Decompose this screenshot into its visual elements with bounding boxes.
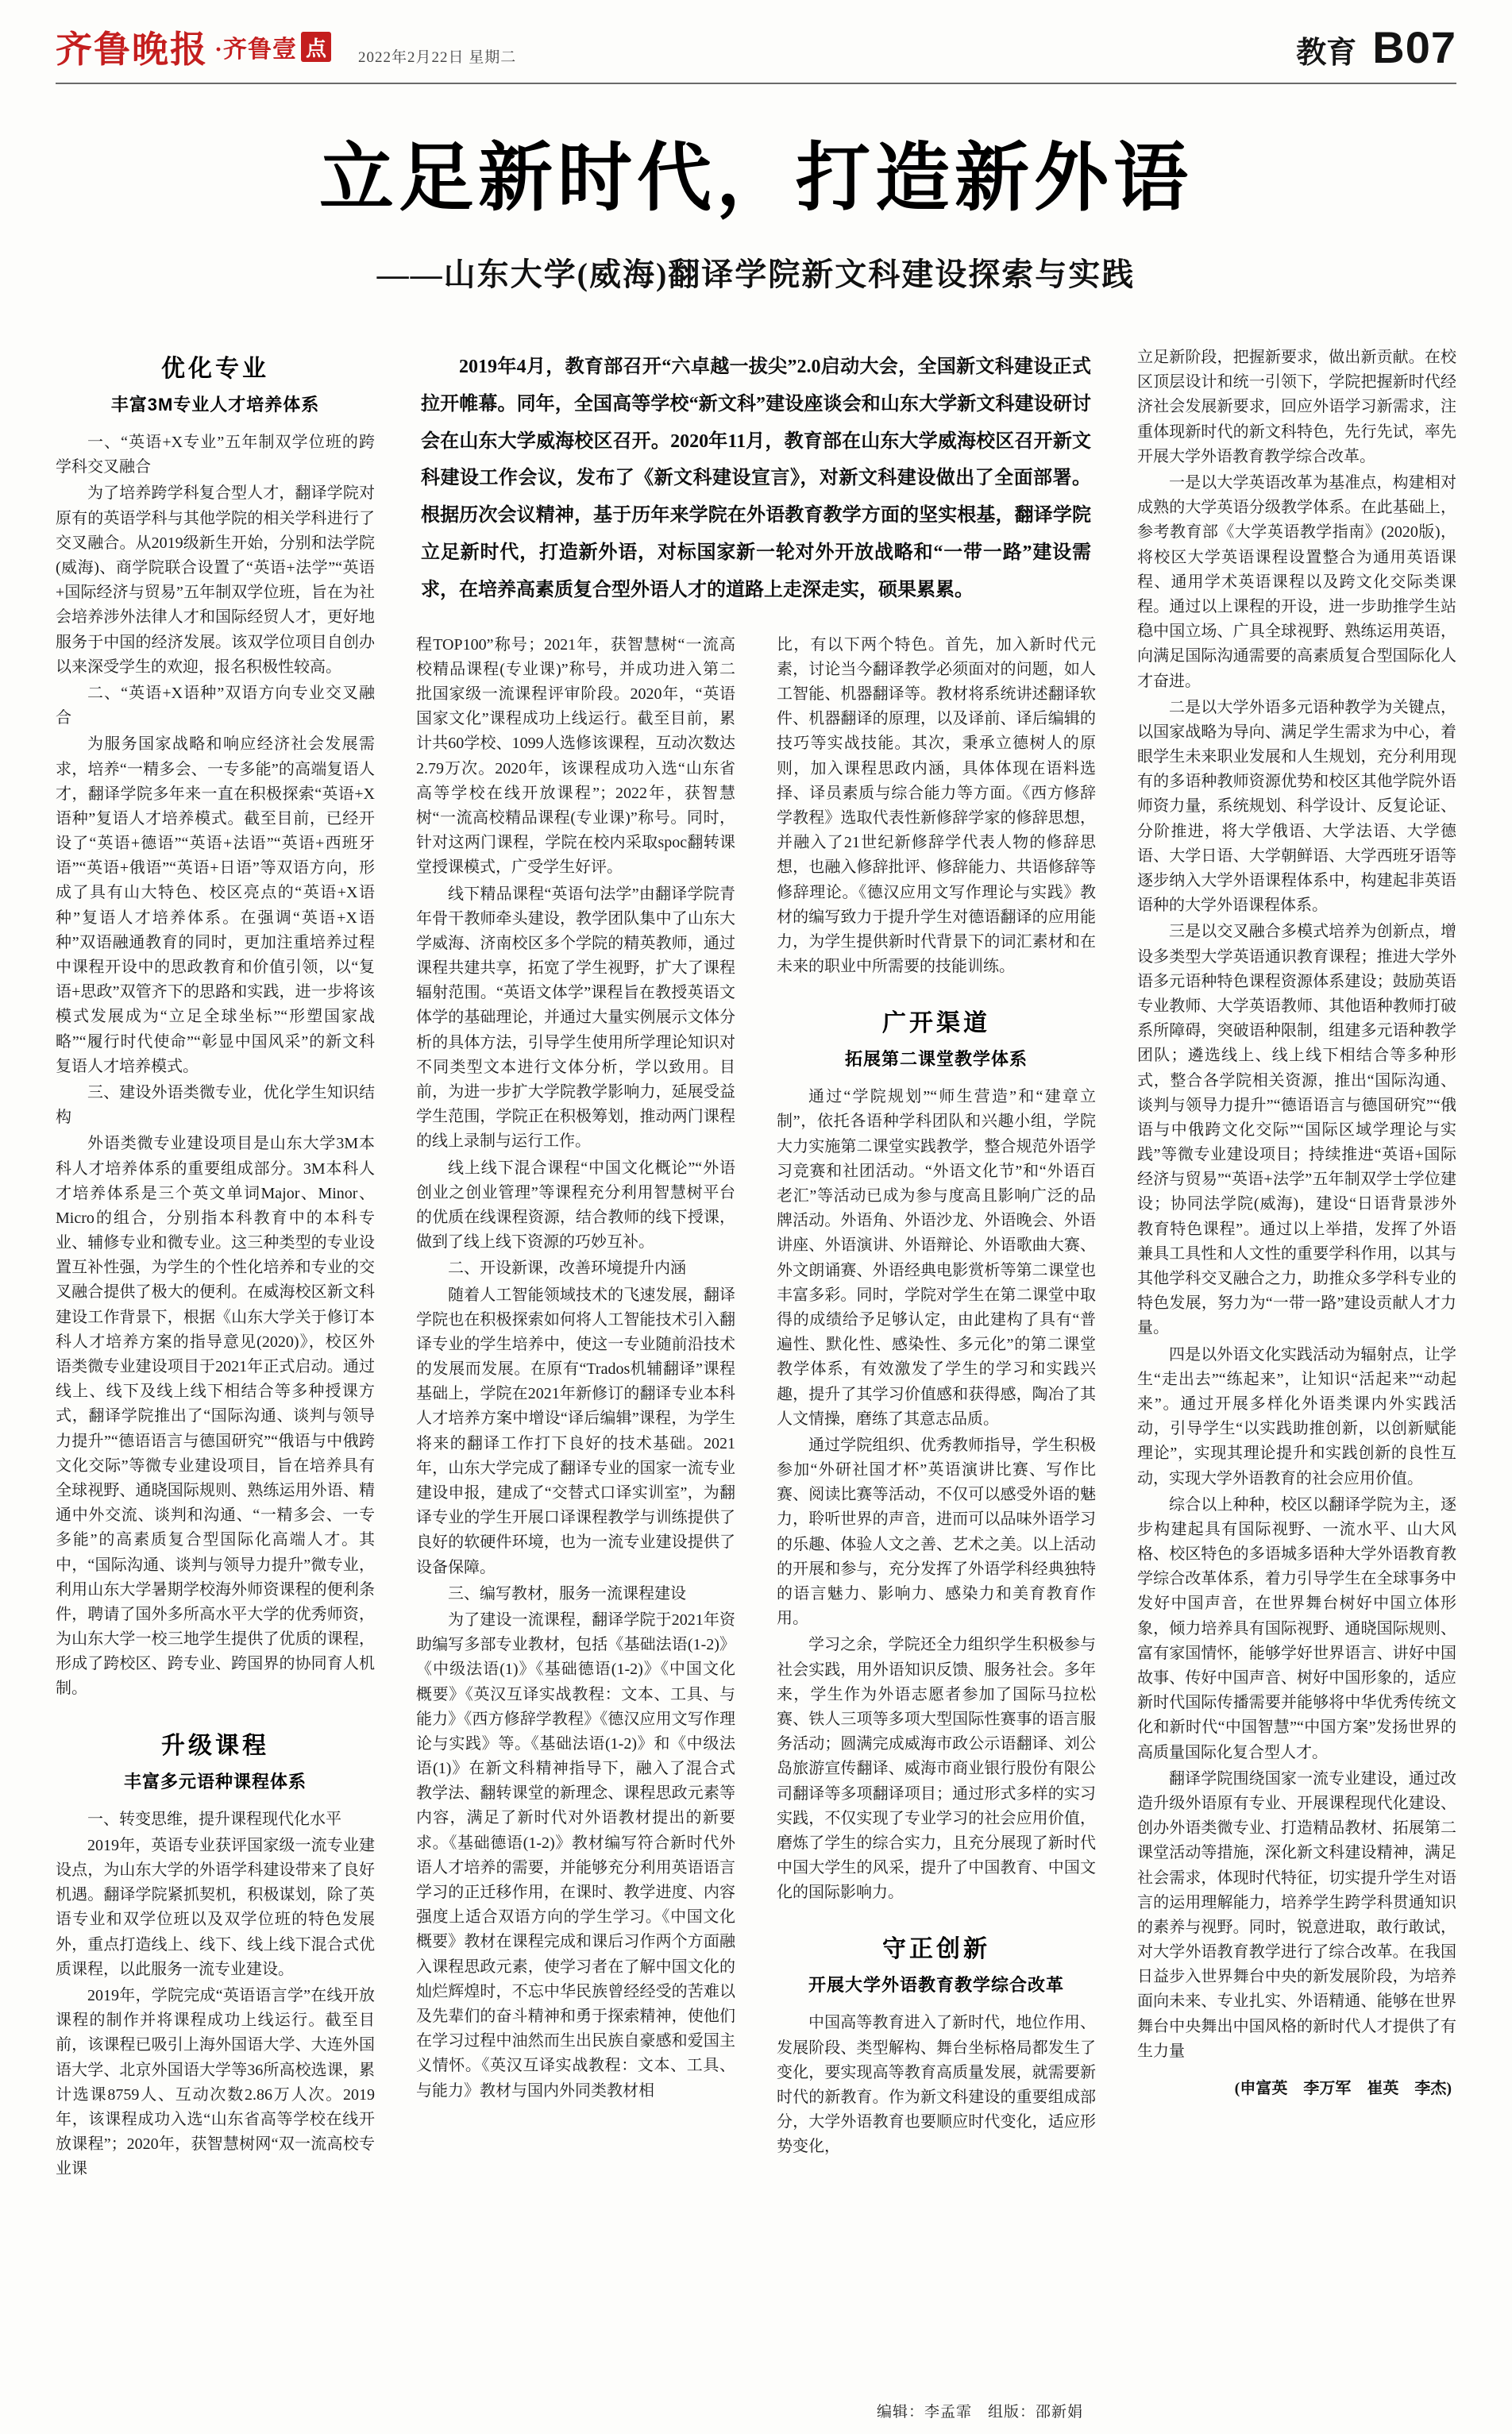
paragraph: 2019年，学院完成“英语语言学”在线开放课程的制作并将课程成功上线运行。截至目前，该课程已吸引上海外国语大学、大连外国语大学、北京外国语大学等36所高校选课，累计选课8759人、互动次数2.86万人次。2019年，该课程成功入选“山东省高等学校在线开放课程”；2020年，获智慧树网“双一流高校专业课 <box>56 1986 375 2178</box>
body-column-1 <box>56 345 375 2378</box>
publication-date: 2022年2月22日 星期二 <box>358 49 517 66</box>
body-column-2 <box>416 633 735 2378</box>
paragraph: 随着人工智能领域技术的飞速发展，翻译学院也在积极探索如何将人工智能技术引入翻译专业的学生培养中，使这一专业随前沿技术的发展而发展。在原有“Trados机辅翻译”课程基础上，学院在2021年新修订的翻译专业本科人才培养方案中增设“译后编辑”课程，为学生将来的翻译工作打下良好的技术基础。2021年，山东大学完成了翻译专业的国家一流专业建设申报，建成了“交替式口译实训室”，为翻译专业的学生开展口译课程教学与训练提供了良好的软硬件环境，也为一流专业建设提供了设备保障。 <box>416 1286 735 1576</box>
paragraph: 线上线下混合课程“中国文化概论”“外语创业之创业管理”等课程充分利用智慧树平台的优质在线课程资源，结合教师的线下授课，做到了线上线下资源的巧妙互补。 <box>416 1159 735 1252</box>
paragraph: 为了培养跨学科复合型人才，翻译学院对原有的英语学科与其他学院的相关学科进行了交叉融合。从2019级新生开始，分别和法学院(威海)、商学院联合设置了“英语+法学”“英语+国际经济与贸易”五年制双学位班，旨在为社会培养涉外法律人才和国际经贸人才，更好地服务于中国的经济发展。该双学位项目自创办以来深受学生的欢迎，报名积极性较高。 <box>56 484 375 676</box>
section-group <box>1296 21 1456 73</box>
paragraph: 综合以上种种，校区以翻译学院为主，逐步构建起具有国际视野、一流水平、山大风格、校区特色的多语城多语种大学外语教育教学综合改革体系，着力引导学生在全球事务中发好中国声音，在世界舞台树好中国立体形象，倾力培养具有国际视野、通晓国际规则、富有家国情怀，能够学好世界语言、讲好中国故事、传好中国声音、树好中国形象的，适应新时代国际传播需要并能够将中华优秀传统文化和新时代“中国智慧”“中国方案”发扬世界的高质量国际化复合型人才。 <box>1137 1495 1456 1761</box>
continued-paragraph: 程TOP100”称号；2021年，获智慧树“一流高校精品课程(专业课)”称号，并成功进入第二批国家级一流课程评审阶段。2020年，“英语国家文化”课程成功上线运行。截至目前，累计共60学校、1099人选修该课程，互动次数达2.79万次。2020年，该课程成功入选“山东省高等学校在线开放课程”；2022年，获智慧树“一流高校精品课程(专业课)”称号。同时，针对这两门课程，学院在校内采取spoc翻转课堂授课模式，广受学生好评。 <box>416 635 735 877</box>
section-subheading: 开展大学外语教育教学综合改革 <box>808 1975 1064 1996</box>
masthead-logo <box>56 21 331 73</box>
paragraph: 学习之余，学院还全力组织学生积极参与社会实践，用外语知识反馈、服务社会。多年来，学生作为外语志愿者参加了国际马拉松赛、铁人三项等多项大型国际性赛事的语言服务活动；圆满完成威海市政公示语翻译、刘公岛旅游宣传翻译、威海市商业银行股份有限公司翻译等多项翻译项目；通过形式多样的实习实践，不仅实现了专业学习的社会应用价值，磨炼了学生的综合实力，且充分展现了新时代中国大学生的风采，提升了中国教育、中国文化的国际影响力。 <box>777 1636 1096 1902</box>
paragraph: 二是以大学外语多元语种教学为关键点，以国家战略为导向、满足学生需求为中心，着眼学生未来职业发展和人生规划，充分利用现有的多语种教师资源优势和校区其他学院外语师资力量，系统规划、科学设计、反复论证、分阶推进，将大学俄语、大学法语、大学德语、大学日语、大学朝鲜语、大学西班牙语等逐步纳入大学外语课程体系中，构建起非英语语种的大学外语课程体系。 <box>1137 698 1456 915</box>
section-label: 教育 <box>1296 37 1357 70</box>
masthead-sub-title: ·齐鲁壹 <box>214 37 298 63</box>
paragraph: 中国高等教育进入了新时代，地位作用、发展阶段、类型解构、舞台坐标格局都发生了变化，要实现高等教育高质量发展，就需要新时代的新教育。作为新文科建设的重要组成部分，大学外语教育也要顺应时代变化，适应形势变化， <box>777 2014 1096 2156</box>
paragraph: 通过学院组织、优秀教师指导，学生积极参加“外研社国才杯”英语演讲比赛、写作比赛、阅读比赛等活动，不仅可以感受外语的魅力，聆听世界的声音，进而可以品味外语学习的乐趣、体验人文之善、艺术之美。以上活动的开展和参与，充分发挥了外语学科经典独特的语言魅力、影响力、感染力和美育教育作用。 <box>777 1436 1096 1628</box>
paragraph: 2019年，英语专业获评国家级一流专业建设点，为山东大学的外语学科建设带来了良好机遇。翻译学院紧抓契机，积极谋划，除了英语专业和双学位班以及双学位班的特色发展外，重点打造线上、线下、线上线下混合式优质课程，以此服务一流专业建设。 <box>56 1836 375 1978</box>
paragraph: 二、开设新课，改善环境提升内涵 <box>448 1259 686 1278</box>
paragraph: 四是以外语文化实践活动为辐射点，让学生“走出去”“练起来”，让知识“活起来”“动起来”。通过开展多样化外语类课内外实践活动，引导学生“以实践助推创新，以创新赋能理论”，实现其理论提升和实践创新的良性互动，实现大学外语教育的社会应用价值。 <box>1137 1345 1456 1487</box>
body-column-4 <box>1137 345 1456 2378</box>
paragraph: 二、“英语+X语种”双语方向专业交叉融合 <box>56 684 375 727</box>
paragraph: 三、建设外语类微专业，优化学生知识结构 <box>56 1083 375 1127</box>
paragraph: 一、转变思维，提升课程现代化水平 <box>87 1810 341 1828</box>
section-heading: 广开渠道 <box>882 1010 990 1037</box>
continued-paragraph: 立足新阶段，把握新要求，做出新贡献。在校区顶层设计和统一引领下，学院把握新时代经济社会发展新要求，回应外语学习新需求，注重体现新时代的新文科特色，先行先试，率先开展大学外语教育教学综合改革。 <box>1137 349 1456 465</box>
paragraph: 为服务国家战略和响应经济社会发展需求，培养“一精多会、一专多能”的高端复语人才，翻译学院多年来一直在积极探索“英语+X语种”复语人才培养模式。截至目前，已经开设了“英语+德语”“英语+法语”“英语+西班牙语”“英语+俄语”“英语+日语”等双语方向，形成了具有山大特色、校区亮点的“英语+X语种”复语人才培养体系。在强调“英语+X语种”双语融通教育的同时，更加注重培养过程中课程开设中的思政教育和价值引领，以“复语+思政”双管齐下的思路和实践，进一步将该模式发展成为“立足全球坐标”“形塑国家战略”“履行时代使命”“彰显中国风采”的新文科复语人才培养模式。 <box>56 735 375 1075</box>
section-heading: 升级课程 <box>161 1732 269 1759</box>
paragraph: 一是以大学英语改革为基准点，构建相对成熟的大学英语分级教学体系。在此基础上，参考教育部《大学英语教学指南》(2020版)，将校区大学英语课程设置整合为通用英语课程、通用学术英语课程以及跨文化交际类课程。通过以上课程的开设，进一步助推学生站稳中国立场、广具全球视野、熟练运用英语，向满足国际沟通需要的高素质复合型国际化人才奋进。 <box>1137 474 1456 690</box>
section-subheading: 丰富3M专业人才培养体系 <box>110 395 320 415</box>
paragraph: 一、“英语+X专业”五年制双学位班的跨学科交叉融合 <box>56 434 375 476</box>
title-block <box>56 84 1456 341</box>
article-title: 立足新时代，打造新外语 <box>318 136 1193 219</box>
continued-paragraph: 比，有以下两个特色。首先，加入新时代元素，讨论当今翻译教学必须面对的问题，如人工智能、机器翻译等。教材将系统讲述翻译软件、机器翻译的原理，以及译前、译后编辑的技巧等实战技能。其次，秉承立德树人的原则，加入课程思政内涵，具体体现在语料选择、译员素质与综合能力等方面。《西方修辞学教程》选取代表性新修辞学家的修辞思想，并融入了21世纪新修辞学代表人物的修辞思想，也融入修辞批评、修辞能力、共语修辞等修辞理论。《德汉应用文写作理论与实践》教材的编写致力于提升学生对德语翻译的应用能力，为学生提供新时代背景下的词汇素材和在未来的职业中所需要的技能训练。 <box>777 635 1096 976</box>
masthead-group <box>56 21 516 73</box>
intro-paragraph: 2019年4月，教育部召开“六卓越一拔尖”2.0启动大会，全国新文科建设正式拉开帷幕。同年，全国高等学校“新文科”建设座谈会和山东大学新文科建设研讨会在山东大学威海校区召开。2020年11月，教育部在山东大学威海校区召开新文科建设工作会议，发布了《新文科建设宣言》，对新文科建设做出了全面部署。根据历次会议精神，基于历年来学院在外语教育教学方面的坚实根基，翻译学院立足新时代，打造新外语，对标国家新一轮对外开放战略和“一带一路”建设需求，在培养高素质复合型外语人才的道路上走深走实，硕果累累。 <box>421 357 1091 600</box>
body-column-3 <box>777 633 1096 2378</box>
section-subheading: 丰富多元语种课程体系 <box>123 1771 307 1792</box>
page-header <box>56 0 1456 83</box>
paragraph: 三、编写教材，服务一流课程建设 <box>448 1584 686 1603</box>
paragraph: 线下精品课程“英语句法学”由翻译学院青年骨干教师牵头建设，教学团队集中了山东大学威海、济南校区多个学院的精英教师，通过课程共建共享，拓宽了学生视野，扩大了课程辐射范围。“英语文体学”课程旨在教授英语文体学的基础理论，并通过大量实例展示文体分析的具体方法，引导学生使用所学理论知识对不同类型文本进行文体分析，学以致用。目前，为进一步扩大学院教学影响力，延展受益学生范围，学院正在积极筹划，推动两门课程的线上录制与运行工作。 <box>416 885 735 1151</box>
section-subheading: 拓展第二课堂教学体系 <box>844 1049 1028 1070</box>
section-heading: 守正创新 <box>882 1936 990 1963</box>
editor-credits: 编辑：李孟霏 组版：邵新娟 <box>876 2404 1083 2420</box>
byline: (申富英 李万军 崔英 李杰) <box>1234 2080 1452 2098</box>
paragraph: 为了建设一流课程，翻译学院于2021年资助编写多部专业教材，包括《基础法语(1-2)》《中级法语(1)》《基础德语(1-2)》《中国文化概要》《英汉互译实战教程：文本、工具、与能力》《西方修辞学教程》《德汉应用文写作理论与实践》等。《基础法语(1-2)》和《中级法语(1)》在新文科精神指导下，融入了混合式教学法、翻转课堂的新理念、课程思政元素等内容，满足了新时代对外语教材提出的新要求。《基础德语(1-2)》教材编写符合新时代外语人才培养的需要，并能够充分利用英语语言学习的正迁移作用，在课时、教学进度、内容强度上适合双语方向的学生学习。《中国文化概要》教材在课程完成和课后习作两个方面融入课程思政元素，使学习者在了解中国文化的灿烂辉煌时，不忘中华民族曾经经受的苦难以及先辈们的奋斗精神和勇于探索精神，使他们在学习过程中油然而生出民族自豪感和爱国主义情怀。《英汉互译实战教程：文本、工具、与能力》教材与国内外同类教材相 <box>416 1610 735 2100</box>
masthead-dot-icon: 点 <box>301 32 331 62</box>
paragraph: 通过“学院规划”“师生营造”和“建章立制”，依托各语种学科团队和兴趣小组，学院大力实施第二课堂实践教学，整合规范外语学习竞赛和社团活动。“外语文化节”和“外语百老汇”等活动已成为参与度高且影响广泛的品牌活动。外语角、外语沙龙、外语晚会、外语讲座、外语演讲、外语辩论、外语歌曲大赛、外文朗诵赛、外语经典电影赏析等第二课堂也丰富多彩。同时，学院对学生在第二课堂中取得的成绩给予足够认定，由此建构了具有“普遍性、默化性、感染性、多元化”的第二课堂教学体系，有效激发了学生的学习和实践兴趣，提升了其学习价值感和获得感，陶冶了其人文情操，磨练了其意志品质。 <box>777 1088 1096 1428</box>
section-heading: 优化专业 <box>161 356 269 383</box>
article-subtitle: ——山东大学(威海)翻译学院新文科建设探索与实践 <box>376 257 1136 293</box>
masthead-main-title: 齐鲁晚报 <box>56 29 208 70</box>
paragraph: 翻译学院围绕国家一流专业建设，通过改造升级外语原有专业、开展课程现代化建设、创办外语类微专业、打造精品教材、拓展第二课堂活动等措施，深化新文科建设精神，满足社会需求，体现时代特征，切实提升学生对语言的运用理解能力，培养学生跨学科贯通知识的素养与视野。同时，锐意进取，敢行敢试，对大学外语教育教学进行了综合改革。在我国日益步入世界舞台中央的新发展阶段，为培养面向未来、专业扎实、外语精通、能够在世界舞台中央舞出中国风格的新时代人才提供了有生力量 <box>1137 1769 1456 2060</box>
article-body <box>56 345 1456 2378</box>
paragraph: 三是以交叉融合多模式培养为创新点，增设多类型大学英语通识教育课程；推进大学外语多元语种特色课程资源体系建设；鼓励英语专业教师、大学英语教师、其他语种教师打破系所障碍，突破语种限制，组建多元语种教学团队；遴选线上、线上线下相结合等多种形式，整合各学院相关资源，推出“国际沟通、谈判与领导力提升”“德语语言与德国研究”“俄语与中俄跨文化交际”“国际区域学理论与实践”等微专业建设项目；持续推进“英语+国际经济与贸易”“英语+法学”五年制双学士学位建设；协同法学院(威海)，建设“日语背景涉外教育特色课程”。通过以上举措，发挥了外语兼具工具性和人文性的重要学科作用，以其与其他学科交叉融合之力，助推众多学科专业的特色发展，努力为“一带一路”建设贡献人才力量。 <box>1137 923 1456 1337</box>
page-number: B07 <box>1372 22 1456 72</box>
paragraph: 外语类微专业建设项目是山东大学3M本科人才培养体系的重要组成部分。3M本科人才培养体系是三个英文单词Major、Minor、Micro的组合，分别指本科教育中的本科专业、辅修专业和微专业。这三种类型的专业设置互补性强，为学生的个性化培养和专业的交叉融合提供了极大的便利。在威海校区新文科建设工作背景下，根据《山东大学关于修订本科人才培养方案的指导意见(2020)》，校区外语类微专业建设项目于2021年正式启动。通过线上、线下及线上线下相结合等多种授课方式，翻译学院推出了“国际沟通、谈判与领导力提升”“德语语言与德国研究”“俄语与中俄跨文化交际”等微专业建设项目，旨在培养具有全球视野、通晓国际规则、熟练运用外语、精通中外交流、谈判和沟通、“一精多会、一专多能”的高素质复合型国际化高端人才。其中，“国际沟通、谈判与领导力提升”微专业，利用山东大学暑期学校海外师资课程的便利条件，聘请了国外多所高水平大学的优秀师资，为山东大学一校三地学生提供了优质的课程，形成了跨校区、跨专业、跨国界的协同育人机制。 <box>56 1135 375 1698</box>
